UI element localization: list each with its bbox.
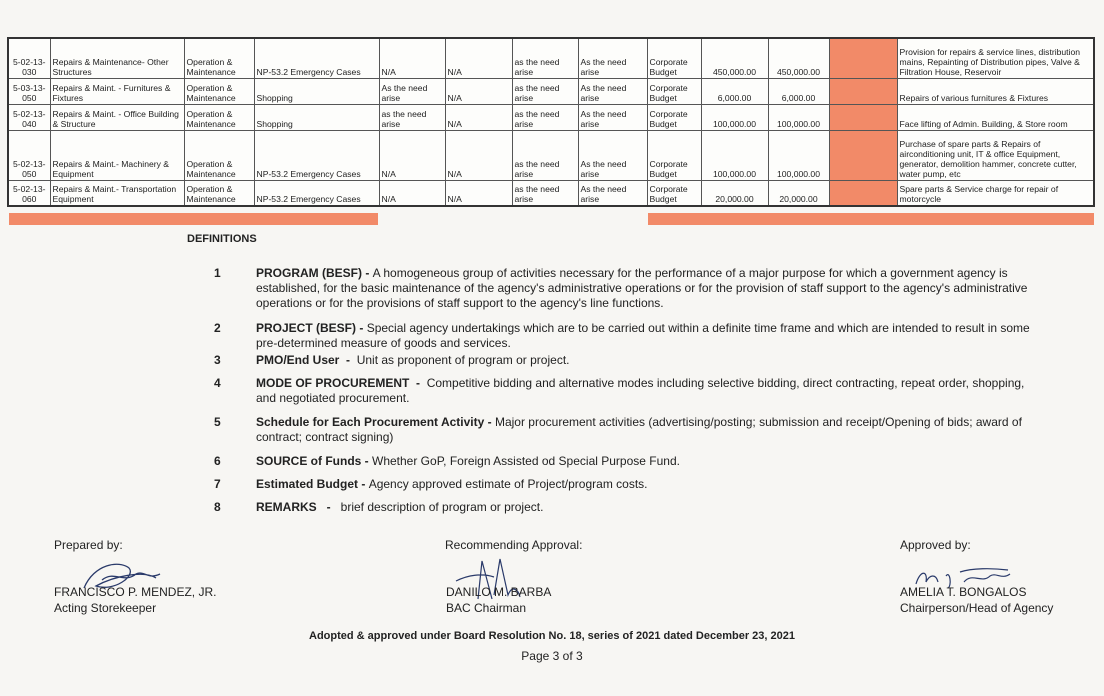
definition-body bbox=[256, 353, 1030, 368]
cell-total: 6,000.00 bbox=[701, 78, 768, 104]
cell-mooe: 450,000.00 bbox=[768, 38, 829, 78]
definition-body bbox=[256, 376, 1030, 406]
definition-term: SOURCE of Funds bbox=[256, 454, 362, 468]
cell-source: Corporate Budget bbox=[647, 130, 701, 180]
table-row bbox=[8, 38, 1094, 78]
cell-c3: as the need arise bbox=[512, 78, 578, 104]
definition-body bbox=[256, 500, 1030, 515]
recommending-label: Recommending Approval: bbox=[445, 538, 583, 552]
definition-term: Estimated Budget bbox=[256, 477, 359, 491]
definition-separator: - bbox=[358, 477, 369, 491]
cell-c3: as the need arise bbox=[512, 180, 578, 206]
cell-mooe: 100,000.00 bbox=[768, 130, 829, 180]
table-row bbox=[8, 130, 1094, 180]
cell-c4: As the need arise bbox=[578, 180, 647, 206]
highlight-cell bbox=[829, 78, 897, 104]
definition-number: 5 bbox=[214, 415, 221, 429]
definition-item bbox=[200, 500, 1030, 515]
page-number: Page 3 of 3 bbox=[521, 649, 583, 663]
highlight-cell bbox=[829, 130, 897, 180]
definitions-title: DEFINITIONS bbox=[187, 233, 257, 245]
highlight-cell bbox=[829, 180, 897, 206]
cell-mode: NP-53.2 Emergency Cases bbox=[254, 130, 379, 180]
cell-remarks: Face lifting of Admin. Building, & Store room bbox=[897, 104, 1094, 130]
recommending-name: DANILO M. BARBA bbox=[446, 585, 552, 599]
procurement-table bbox=[7, 37, 1095, 207]
cell-name: Repairs & Maint. - Furnitures & Fixtures bbox=[50, 78, 184, 104]
definition-number: 2 bbox=[214, 321, 221, 335]
definition-body bbox=[256, 454, 1030, 469]
prepared-role: Acting Storekeeper bbox=[54, 601, 157, 615]
definition-body bbox=[256, 321, 1030, 351]
definition-text: Whether GoP, Foreign Assisted od Special Purpose Fund. bbox=[372, 454, 680, 468]
definition-number: 1 bbox=[214, 266, 221, 280]
cell-name: Repairs & Maint. - Office Building & Structure bbox=[50, 104, 184, 130]
cell-c3: as the need arise bbox=[512, 130, 578, 180]
definition-item bbox=[200, 266, 1030, 311]
board-resolution: Adopted & approved under Board Resolution No. 18, series of 2021 dated December 23, 2021 bbox=[309, 630, 795, 642]
cell-c2: N/A bbox=[445, 104, 512, 130]
cell-remarks: Provision for repairs & service lines, distribution mains, Repainting of Distribution pipes, Valve & Filtration House, Reservoir bbox=[897, 38, 1094, 78]
table-row bbox=[8, 78, 1094, 104]
cell-c1: N/A bbox=[379, 130, 445, 180]
cell-c4: As the need arise bbox=[578, 104, 647, 130]
cell-c1: as the need arise bbox=[379, 104, 445, 130]
cell-total: 450,000.00 bbox=[701, 38, 768, 78]
cell-name: Repairs & Maint.- Machinery & Equipment bbox=[50, 130, 184, 180]
definition-term: Schedule for Each Procurement Activity bbox=[256, 415, 485, 429]
cell-c2: N/A bbox=[445, 180, 512, 206]
definition-text: Major procurement activities (advertising/posting; submission and receipt/Opening of bids; award of contract; contract signing) bbox=[256, 415, 1022, 444]
definition-number: 6 bbox=[214, 454, 221, 468]
definition-body bbox=[256, 477, 1030, 492]
definition-item bbox=[200, 321, 1030, 351]
definition-term: PROGRAM (BESF) bbox=[256, 266, 362, 280]
prepared-name: FRANCISCO P. MENDEZ, JR. bbox=[54, 585, 217, 599]
definition-text: Competitive bidding and alternative modes including selective bidding, direct contracting, repeat order, shopping, and negotiated procurement. bbox=[256, 376, 1025, 405]
cell-total: 100,000.00 bbox=[701, 130, 768, 180]
definition-item bbox=[200, 376, 1030, 406]
definition-separator: - bbox=[361, 454, 372, 468]
definition-term: MODE OF PROCUREMENT bbox=[256, 376, 410, 390]
prepared-by-label: Prepared by: bbox=[54, 538, 123, 552]
cell-c3: as the need arise bbox=[512, 104, 578, 130]
definition-item bbox=[200, 415, 1030, 445]
cell-pmo: Operation & Maintenance bbox=[184, 38, 254, 78]
definition-text: Agency approved estimate of Project/program costs. bbox=[368, 477, 648, 491]
cell-total: 20,000.00 bbox=[701, 180, 768, 206]
highlight-cell bbox=[829, 104, 897, 130]
cell-mode: Shopping bbox=[254, 104, 379, 130]
cell-pmo: Operation & Maintenance bbox=[184, 130, 254, 180]
definition-text: Unit as proponent of program or project. bbox=[356, 353, 570, 367]
definition-separator: - bbox=[356, 321, 367, 335]
cell-code: 5-03-13-050 bbox=[8, 78, 50, 104]
definition-item bbox=[200, 454, 1030, 469]
definition-text: brief description of program or project. bbox=[340, 500, 544, 514]
cell-name: Repairs & Maint.- Transportation Equipment bbox=[50, 180, 184, 206]
definition-text: Special agency undertakings which are to be carried out within a definite time frame and which are intended to result in some pre-determined measure of goods and services. bbox=[256, 321, 1030, 350]
cell-source: Corporate Budget bbox=[647, 78, 701, 104]
cell-c3: as the need arise bbox=[512, 38, 578, 78]
cell-mode: NP-53.2 Emergency Cases bbox=[254, 180, 379, 206]
cell-mode: NP-53.2 Emergency Cases bbox=[254, 38, 379, 78]
cell-total: 100,000.00 bbox=[701, 104, 768, 130]
definition-body bbox=[256, 415, 1030, 445]
cell-c4: As the need arise bbox=[578, 130, 647, 180]
cell-mooe: 6,000.00 bbox=[768, 78, 829, 104]
definition-item bbox=[200, 477, 1030, 492]
recommending-role: BAC Chairman bbox=[446, 601, 527, 615]
approved-by-label: Approved by: bbox=[900, 538, 971, 552]
cell-code: 5-02-13-040 bbox=[8, 104, 50, 130]
definition-term: REMARKS bbox=[256, 500, 317, 514]
definition-item bbox=[200, 353, 1030, 368]
cell-remarks: Repairs of various furnitures & Fixtures bbox=[897, 78, 1094, 104]
cell-c2: N/A bbox=[445, 78, 512, 104]
cell-mode: Shopping bbox=[254, 78, 379, 104]
cell-c4: As the need arise bbox=[578, 38, 647, 78]
cell-pmo: Operation & Maintenance bbox=[184, 78, 254, 104]
table-row bbox=[8, 180, 1094, 206]
cell-code: 5-02-13-050 bbox=[8, 130, 50, 180]
definition-text: A homogeneous group of activities necessary for the performance of a major purpose for which a government agency is established, for the basic maintenance of the agency's administrative operations or for the provision of staff support to the agency's administrative operations or for the provisions of staff support to the agency's line functions. bbox=[256, 266, 1028, 310]
cell-source: Corporate Budget bbox=[647, 38, 701, 78]
approved-role: Chairperson/Head of Agency bbox=[900, 601, 1054, 615]
highlight-bar-left bbox=[9, 213, 378, 225]
highlight-cell bbox=[829, 38, 897, 78]
cell-code: 5-02-13-060 bbox=[8, 180, 50, 206]
cell-c1: N/A bbox=[379, 180, 445, 206]
definition-separator: - bbox=[316, 500, 341, 514]
definition-separator: - bbox=[484, 415, 495, 429]
cell-source: Corporate Budget bbox=[647, 180, 701, 206]
cell-name: Repairs & Maintenance- Other Structures bbox=[50, 38, 184, 78]
definition-separator: - bbox=[339, 353, 357, 367]
cell-c1: N/A bbox=[379, 38, 445, 78]
cell-remarks: Purchase of spare parts & Repairs of airconditioning unit, IT & office Equipment, generator, demolition hammer, concrete cutter, water pump, etc bbox=[897, 130, 1094, 180]
definition-body bbox=[256, 266, 1030, 311]
cell-mooe: 20,000.00 bbox=[768, 180, 829, 206]
cell-c4: As the need arise bbox=[578, 78, 647, 104]
cell-source: Corporate Budget bbox=[647, 104, 701, 130]
definition-separator: - bbox=[362, 266, 373, 280]
definition-term: PMO/End User bbox=[256, 353, 340, 367]
cell-c2: N/A bbox=[445, 130, 512, 180]
cell-code: 5-02-13-030 bbox=[8, 38, 50, 78]
cell-remarks: Spare parts & Service charge for repair of motorcycle bbox=[897, 180, 1094, 206]
definition-number: 3 bbox=[214, 353, 221, 367]
table-row bbox=[8, 104, 1094, 130]
cell-pmo: Operation & Maintenance bbox=[184, 180, 254, 206]
definition-number: 7 bbox=[214, 477, 221, 491]
definition-separator: - bbox=[409, 376, 427, 390]
cell-pmo: Operation & Maintenance bbox=[184, 104, 254, 130]
definition-number: 8 bbox=[214, 500, 221, 514]
cell-c1: As the need arise bbox=[379, 78, 445, 104]
definition-term: PROJECT (BESF) bbox=[256, 321, 357, 335]
cell-c2: N/A bbox=[445, 38, 512, 78]
definition-number: 4 bbox=[214, 376, 221, 390]
highlight-bar-right bbox=[648, 213, 1094, 225]
approved-name: AMELIA T. BONGALOS bbox=[900, 585, 1027, 599]
cell-mooe: 100,000.00 bbox=[768, 104, 829, 130]
